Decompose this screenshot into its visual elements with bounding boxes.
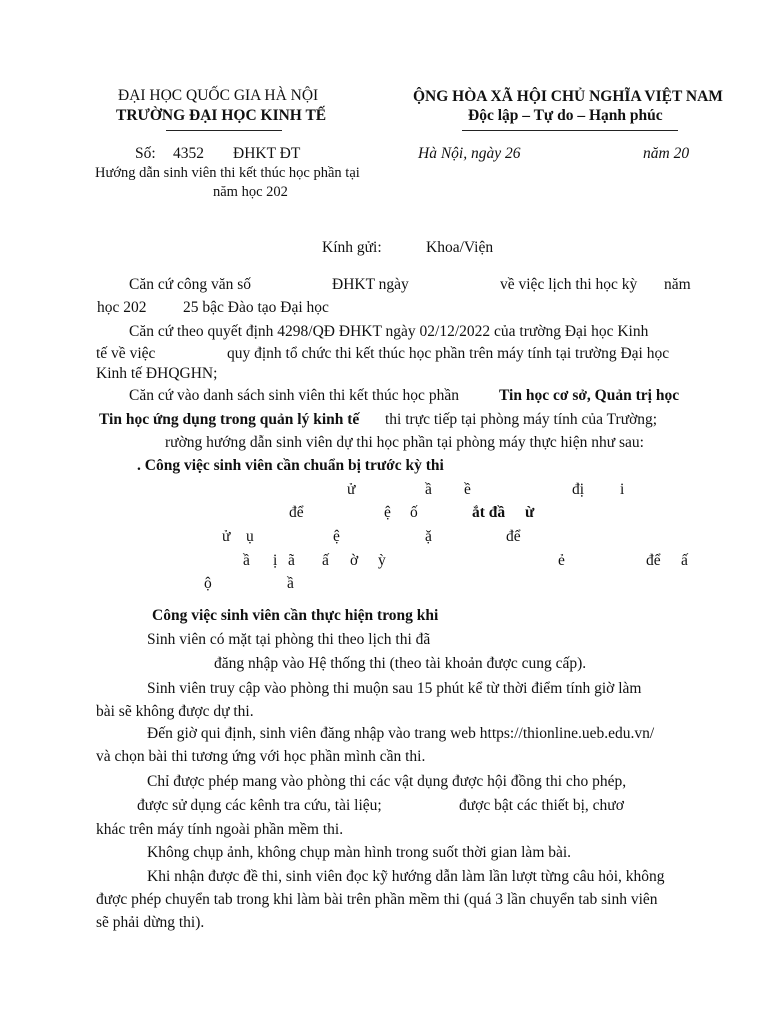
s2-line-5: Đến giờ qui định, sinh viên đăng nhập vào trang web https://thionline.ueb.edu.vn/ [147,725,655,742]
frag-r2-2: ệ [384,504,391,521]
s2-line-1: Sinh viên có mặt tại phòng thi theo lịch thi đã [147,631,431,648]
subject-line-2: năm học 202 [213,184,288,200]
s2-line-11: Khi nhận được đề thi, sinh viên đọc kỹ hướng dẫn làm lần lượt từng câu hỏi, không [147,868,665,885]
frag-r1-4: đị [572,481,585,498]
frag-r1-1: ử [347,481,356,498]
s2-line-2: đăng nhập vào Hệ thống thi (theo tài khoản được cung cấp). [214,655,587,672]
frag-r3-5: để [506,528,521,545]
frag-r4-8: để [646,552,661,569]
frag-r3-2: ụ [246,528,254,545]
p3-part-d: thi trực tiếp tại phòng máy tính của Trường; [385,411,658,428]
right-header-rule [462,130,678,131]
recipient-label: Kính gửi: [322,239,382,256]
p1-part-b: ĐHKT ngày [332,276,409,293]
frag-r3-4: ặ [425,528,432,545]
left-header-rule [166,130,282,131]
university-name: ĐẠI HỌC QUỐC GIA HÀ NỘI [118,87,319,104]
frag-r1-5: i [620,481,625,498]
recipient-value: Khoa/Viện [426,239,494,256]
doc-code: ĐHKT ĐT [233,145,301,162]
frag-r1-3: ề [464,481,471,498]
frag-r4-2: ị [273,552,278,569]
doc-number: 4352 [173,145,204,162]
s2-line-3: Sinh viên truy cập vào phòng thi muộn sau 15 phút kể từ thời điểm tính giờ làm [147,680,642,697]
school-name: TRƯỜNG ĐẠI HỌC KINH TẾ [116,107,327,124]
frag-r2-1: để [289,504,304,521]
national-motto: Độc lập – Tự do – Hạnh phúc [468,107,663,124]
s2-line-13: sẽ phải dừng thi). [96,914,205,931]
s2-line-9: khác trên máy tính ngoài phần mềm thi. [96,821,344,838]
frag-r4-5: ờ [350,552,359,569]
frag-r2-3: ố [410,504,418,521]
doc-year: năm 20 [643,145,690,162]
p2-line-1: Căn cứ theo quyết định 4298/QĐ ĐHKT ngày 02/12/2022 của trường Đại học Kinh [129,323,649,340]
s2-line-8b: được bật các thiết bị, chươ [459,797,624,814]
s2-line-4: bài sẽ không được dự thi. [96,703,254,720]
s2-line-10: Không chụp ảnh, không chụp màn hình trong suốt thời gian làm bài. [147,844,572,861]
frag-r2-4: ắt đầ [472,504,506,521]
s2-line-7: Chỉ được phép mang vào phòng thi các vật dụng được hội đồng thi cho phép, [147,773,627,790]
p1-part-d: năm [664,276,691,293]
p2-line-3: Kinh tế ĐHQGHN; [96,365,218,382]
frag-r4-9: ấ [681,552,688,569]
subject-line-1: Hướng dẫn sinh viên thi kết thúc học phần tại [95,165,360,181]
section-2-title: Công việc sinh viên cần thực hiện trong khi [152,607,439,624]
frag-r5-2: ầ [287,575,294,592]
frag-r3-1: ử [222,528,231,545]
p1-part-a: Căn cứ công văn số [129,276,252,293]
frag-r4-4: ấ [322,552,329,569]
frag-r5-1: ộ [204,575,212,592]
p3-part-a: Căn cứ vào danh sách sinh viên thi kết thúc học phần [129,387,459,404]
frag-r1-2: ầ [425,481,432,498]
frag-r4-3: ã [288,552,295,569]
s2-line-6: và chọn bài thi tương ứng với học phần mình cần thi. [96,748,426,765]
p1-part-e: học 202 [97,299,147,316]
s2-line-12: được phép chuyển tab trong khi làm bài trên phần mềm thi (quá 3 lần chuyển tab sinh viên [96,891,658,908]
p1-part-c: về việc lịch thi học kỳ [500,276,638,293]
doc-number-label: Số: [135,145,156,162]
place-date: Hà Nội, ngày 26 [418,145,521,162]
p4-text: rường hướng dẫn sinh viên dự thi học phần tại phòng máy thực hiện như sau: [165,434,644,451]
frag-r3-3: ệ [333,528,340,545]
section-1-title: . Công việc sinh viên cần chuẩn bị trước kỳ thi [137,457,444,474]
frag-r4-1: ầ [243,552,250,569]
frag-r4-6: ỳ [378,552,386,569]
p2-line-2b: quy định tổ chức thi kết thúc học phần trên máy tính tại trường Đại học [227,345,670,362]
s2-line-8a: được sử dụng các kênh tra cứu, tài liệu; [137,797,382,814]
frag-r2-5: ừ [525,504,535,521]
frag-r4-7: ẻ [558,552,565,569]
p3-course-name-2: Tin học ứng dụng trong quản lý kinh tế [99,411,360,428]
national-title: ỘNG HÒA XÃ HỘI CHỦ NGHĨA VIỆT NAM [413,88,723,105]
p1-part-f: 25 bậc Đào tạo Đại học [183,299,329,316]
p2-line-2a: tế về việc [96,345,156,362]
p3-course-names: Tin học cơ sở, Quản trị học [499,387,680,404]
